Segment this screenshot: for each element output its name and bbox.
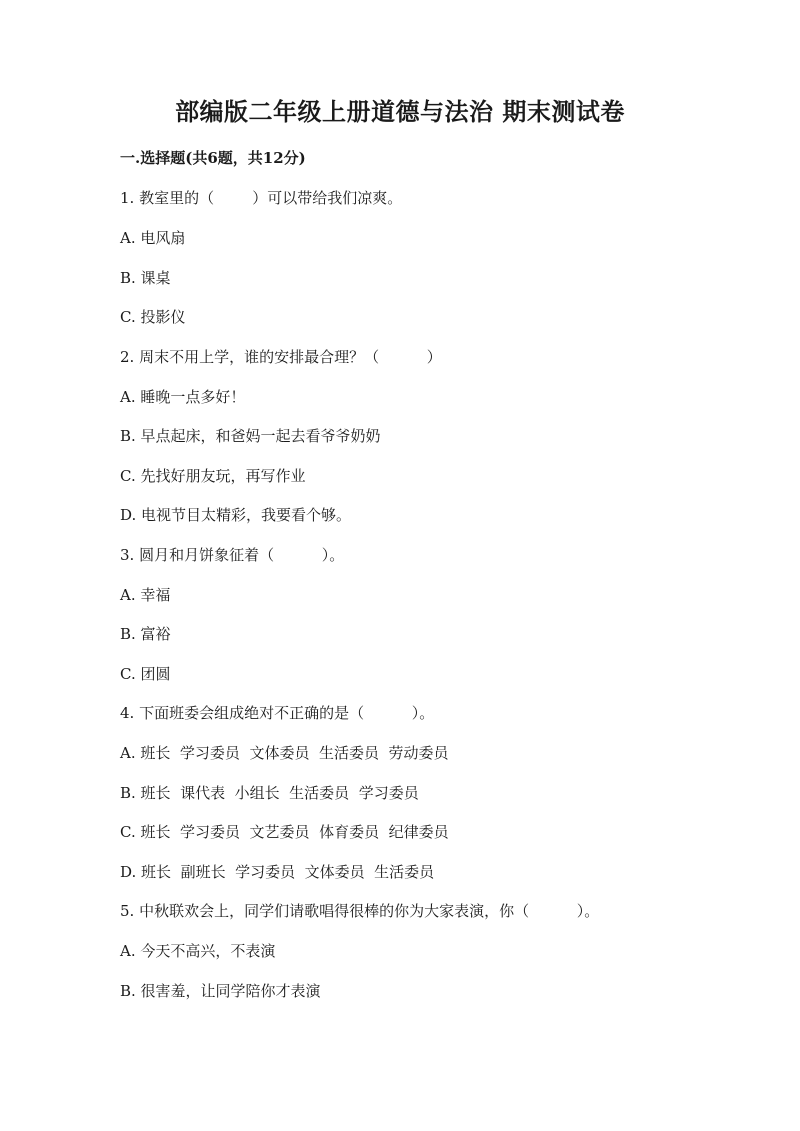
question-5-stem: 5. 中秋联欢会上，同学们请歌唱得很棒的你为大家表演，你（ ）。 bbox=[120, 902, 600, 920]
question-1-stem: 1. 教室里的（ ）可以带给我们凉爽。 bbox=[120, 189, 403, 207]
question-3-option-a: A. 幸福 bbox=[120, 586, 171, 604]
question-1-option-b: B. 课桌 bbox=[120, 269, 171, 287]
question-4-option-c: C. 班长 学习委员 文艺委员 体育委员 纪律委员 bbox=[120, 823, 449, 841]
exam-title: 部编版二年级上册道德与法治 期末测试卷 bbox=[175, 97, 625, 126]
question-1-option-a: A. 电风扇 bbox=[120, 229, 186, 247]
question-3-stem: 3. 圆月和月饼象征着（ ）。 bbox=[120, 546, 345, 564]
question-1-option-c: C. 投影仪 bbox=[120, 308, 186, 326]
question-4-option-d: D. 班长 副班长 学习委员 文体委员 生活委员 bbox=[120, 863, 435, 881]
question-4-option-a: A. 班长 学习委员 文体委员 生活委员 劳动委员 bbox=[120, 744, 449, 762]
question-3-option-c: C. 团圆 bbox=[120, 665, 171, 683]
question-2-option-a: A. 睡晚一点多好！ bbox=[120, 388, 246, 406]
question-2-option-c: C. 先找好朋友玩，再写作业 bbox=[120, 467, 306, 485]
question-2-stem: 2. 周末不用上学，谁的安排最合理？（ ） bbox=[120, 348, 442, 366]
question-2-option-b: B. 早点起床，和爸妈一起去看爷爷奶奶 bbox=[120, 427, 381, 445]
question-3-option-b: B. 富裕 bbox=[120, 625, 171, 643]
question-2-option-d: D. 电视节目太精彩，我要看个够。 bbox=[120, 506, 352, 524]
section-heading: 一.选择题(共6题，共12分) bbox=[120, 149, 306, 167]
question-4-stem: 4. 下面班委会组成绝对不正确的是（ ）。 bbox=[120, 704, 435, 722]
question-5-option-a: A. 今天不高兴，不表演 bbox=[120, 942, 276, 960]
question-4-option-b: B. 班长 课代表 小组长 生活委员 学习委员 bbox=[120, 784, 419, 802]
question-5-option-b: B. 很害羞，让同学陪你才表演 bbox=[120, 982, 321, 1000]
